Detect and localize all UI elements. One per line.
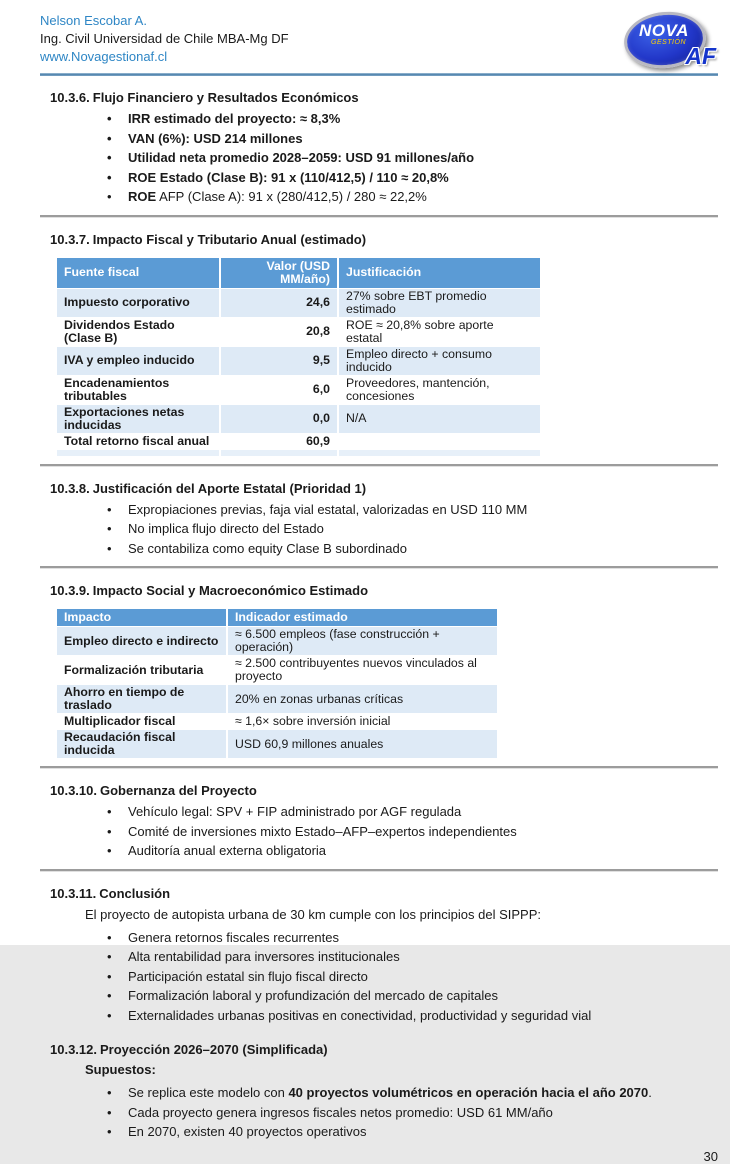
list-item: • Utilidad neta promedio 2028–2059: USD 91 millones/año <box>128 148 718 168</box>
bullet-list-conclusion <box>40 928 718 1026</box>
section-number: 10.3.7. <box>50 231 90 247</box>
list-item: • Externalidades urbanas positivas en conectividad, productividad y seguridad vial <box>128 1006 718 1026</box>
bullet-list-projection <box>40 1083 718 1142</box>
section-number: 10.3.11. <box>50 885 97 901</box>
table-row: Encadenamientos tributables 6,0 Proveedores, mantención, concesiones <box>57 375 540 404</box>
table-header-row <box>57 258 540 289</box>
section-heading-10-3-6 <box>50 90 718 105</box>
table-row: Impuesto corporativo 24,6 27% sobre EBT promedio estimado <box>57 288 540 317</box>
table-row: Exportaciones netas inducidas 0,0 N/A <box>57 404 540 433</box>
section-heading-10-3-10 <box>50 783 718 798</box>
section-divider <box>40 215 718 218</box>
logo-text-af: AF <box>685 43 716 69</box>
table-row: IVA y empleo inducido 9,5 Empleo directo + consumo inducido <box>57 346 540 375</box>
section-title: Gobernanza del Proyecto <box>100 783 257 798</box>
conclusion-intro: El proyecto de autopista urbana de 30 km cumple con los principios del SIPPP: <box>85 906 541 922</box>
list-item: • ROE Estado (Clase B): 91 x (110/412,5) / 110 ≈ 20,8% <box>128 168 718 188</box>
column-header: Justificación <box>338 258 540 289</box>
table-row: Multiplicador fiscal ≈ 1,6× sobre inversión inicial <box>57 714 497 730</box>
bullet-list-governance <box>40 802 718 861</box>
table-row: Dividendos Estado (Clase B) 20,8 ROE ≈ 20,8% sobre aporte estatal <box>57 317 540 346</box>
header-rule <box>40 73 718 76</box>
author-name: Nelson Escobar A. <box>40 13 147 28</box>
section-number: 10.3.8. <box>50 480 90 496</box>
list-item: • No implica flujo directo del Estado <box>128 519 718 539</box>
list-item: • En 2070, existen 40 proyectos operativos <box>128 1122 718 1142</box>
page-number: 30 <box>703 1148 718 1164</box>
table-row: Ahorro en tiempo de traslado 20% en zonas urbanas críticas <box>57 685 497 714</box>
list-item: • Genera retornos fiscales recurrentes <box>128 928 718 948</box>
table-row: Total retorno fiscal anual 60,9 <box>57 433 540 449</box>
section-divider <box>40 464 718 467</box>
section-title: Conclusión <box>99 885 171 901</box>
column-header: Indicador estimado <box>227 609 497 627</box>
section-number: 10.3.10. <box>50 783 97 798</box>
section-heading-10-3-12 <box>50 1042 718 1057</box>
list-item: • Participación estatal sin flujo fiscal directo <box>128 967 718 987</box>
logo-text-gestion: GESTIÓN <box>651 39 687 46</box>
social-impact-table <box>57 609 497 758</box>
list-item: • Expropiaciones previas, faja vial estatal, valorizadas en USD 110 MM <box>128 500 718 520</box>
column-header: Impacto <box>57 609 227 627</box>
list-item: • Auditoría anual externa obligatoria <box>128 841 718 861</box>
section-title: Justificación del Aporte Estatal (Prioridad 1) <box>92 480 367 496</box>
column-header: Valor (USD MM/año) <box>220 258 338 289</box>
section-title: Impacto Social y Macroeconómico Estimado <box>92 583 369 598</box>
bullet-list-state-contribution <box>40 500 718 559</box>
list-item: • Se replica este modelo con 40 proyectos volumétricos en operación hacia el año 2070. <box>128 1083 718 1103</box>
author-title: Ing. Civil Universidad de Chile MBA-Mg DF <box>40 31 289 46</box>
section-divider <box>40 566 718 569</box>
table-row: Formalización tributaria ≈ 2.500 contribuyentes nuevos vinculados al proyecto <box>57 656 497 685</box>
list-item: • Comité de inversiones mixto Estado–AFP–expertos independientes <box>128 822 718 842</box>
section-title: Flujo Financiero y Resultados Económicos <box>92 90 359 105</box>
column-header: Fuente fiscal <box>57 258 220 289</box>
list-item: • ROE AFP (Clase A): 91 x (280/412,5) / 280 ≈ 22,2% <box>128 187 718 207</box>
list-item: • Alta rentabilidad para inversores institucionales <box>128 947 718 967</box>
section-heading-10-3-7 <box>50 232 718 247</box>
section-heading-10-3-9 <box>50 583 718 598</box>
table-row: Recaudación fiscal inducida USD 60,9 millones anuales <box>57 730 497 759</box>
list-item: • Se contabiliza como equity Clase B subordinado <box>128 539 718 559</box>
website-link[interactable]: www.Novagestionaf.cl <box>40 49 168 64</box>
table-footer-strip <box>57 449 540 456</box>
list-item: • IRR estimado del proyecto: ≈ 8,3% <box>128 109 718 129</box>
section-title: Impacto Fiscal y Tributario Anual (estimado) <box>92 231 367 247</box>
section-title: Proyección 2026–2070 (Simplificada) <box>100 1042 328 1057</box>
list-item: • Formalización laboral y profundización del mercado de capitales <box>128 986 718 1006</box>
section-number: 10.3.12. <box>50 1042 97 1057</box>
bullet-list-financial-results <box>40 109 718 207</box>
table-row: Empleo directo e indirecto ≈ 6.500 empleos (fase construcción + operación) <box>57 627 497 656</box>
logo-text-nova: NOVA <box>639 21 689 40</box>
section-heading-10-3-8 <box>50 481 718 496</box>
section-number: 10.3.6. <box>50 90 90 105</box>
nova-gestion-af-logo <box>620 10 716 68</box>
table-header-row <box>57 609 497 627</box>
list-item: • Cada proyecto genera ingresos fiscales netos promedio: USD 61 MM/año <box>128 1103 718 1123</box>
assumptions-subheading: Supuestos: <box>85 1062 156 1077</box>
list-item: • VAN (6%): USD 214 millones <box>128 129 718 149</box>
list-item: • Vehículo legal: SPV + FIP administrado por AGF regulada <box>128 802 718 822</box>
section-heading-10-3-11 <box>50 886 718 901</box>
page-header <box>40 10 718 68</box>
section-divider <box>40 869 718 872</box>
author-block <box>40 10 289 66</box>
fiscal-impact-table <box>57 258 540 456</box>
section-number: 10.3.9. <box>50 583 90 598</box>
section-divider <box>40 766 718 769</box>
